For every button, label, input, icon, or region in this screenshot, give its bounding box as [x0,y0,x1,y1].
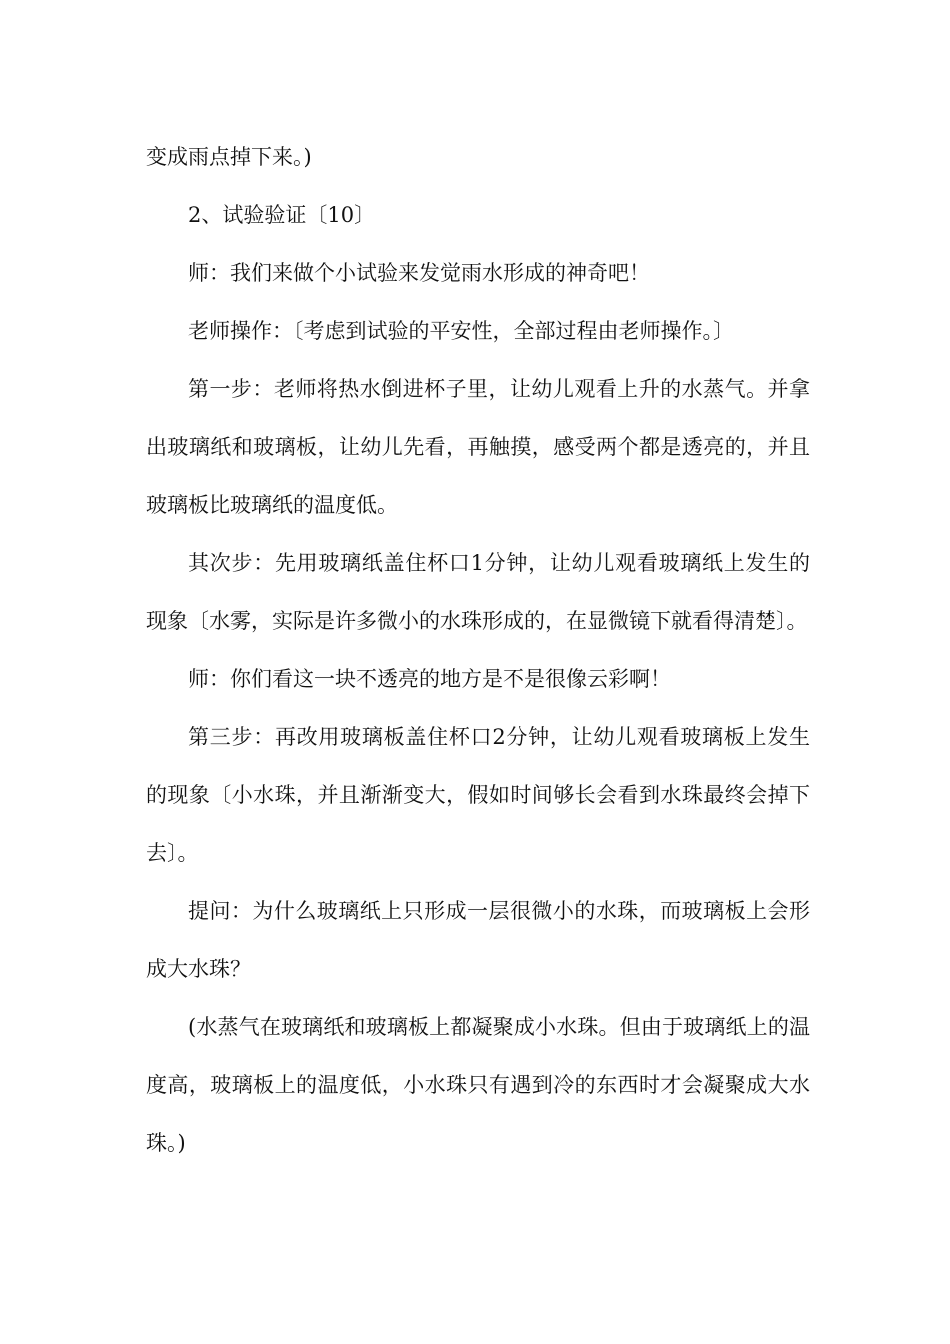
section-heading: 2、试验验证〔10〕 [188,203,376,227]
document-body [146,128,810,1172]
paragraph-teacher-intro: 师：我们来做个小试验来发觉雨水形成的神奇吧！ [188,261,650,285]
paragraph-step-three: 第三步：再改用玻璃板盖住杯口2分钟，让幼儿观看玻璃板上发生的现象〔小水珠，并且渐渐变大，假如时间够长会看到水珠最终会掉下去〕。 [146,725,810,865]
paragraph-step-one: 第一步：老师将热水倒进杯子里，让幼儿观看上升的水蒸气。并拿出玻璃纸和玻璃板，让幼儿先看，再触摸，感受两个都是透亮的，并且玻璃板比玻璃纸的温度低。 [146,377,810,517]
paragraph-teacher-operation: 老师操作：〔考虑到试验的平安性，全部过程由老师操作。〕 [188,319,734,343]
paragraph-continuation: 变成雨点掉下来。) [146,145,312,169]
paragraph-teacher-remark: 师：你们看这一块不透亮的地方是不是很像云彩啊！ [188,667,671,691]
paragraph-step-two: 其次步：先用玻璃纸盖住杯口1分钟，让幼儿观看玻璃纸上发生的现象〔水雾，实际是许多微小的水珠形成的，在显微镜下就看得清楚〕。 [146,551,810,633]
paragraph-explanation: (水蒸气在玻璃纸和玻璃板上都凝聚成小水珠。但由于玻璃纸上的温度高，玻璃板上的温度低，小水珠只有遇到冷的东西时才会凝聚成大水珠。) [146,1015,810,1155]
paragraph-question: 提问：为什么玻璃纸上只形成一层很微小的水珠，而玻璃板上会形成大水珠？ [146,899,810,981]
